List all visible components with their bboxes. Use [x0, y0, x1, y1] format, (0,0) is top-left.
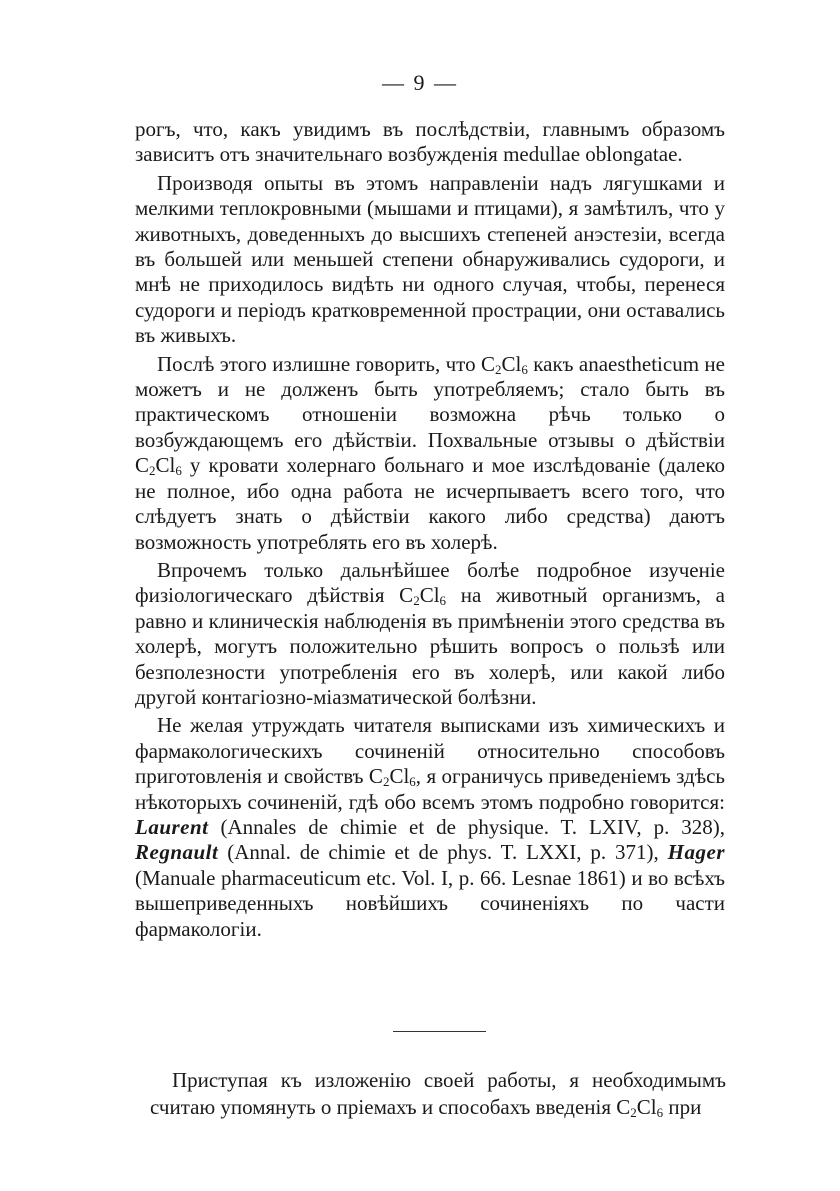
author-laurent: Laurent	[135, 814, 209, 839]
next-section-text	[150, 1067, 726, 1121]
paragraph-2: Производя опыты въ этомъ направленіи надъ лягушками и мелкими теплокровными (мышами и птицами), я замѣтилъ, что у животныхъ, доведенныхъ до высшихъ степеней анэстезіи, всегда въ большей или меньшей степени обнаруживались судороги, и мнѣ не приходилось видѣть ни одного случая, чтобы, перенеся судороги и періодъ кратковременной прострации, они оставались въ живыхъ.	[135, 170, 725, 348]
page-number: — 9 —	[382, 70, 458, 95]
body-text	[135, 117, 725, 945]
paragraph-5: Не желая утруждать читателя выписками изъ химическихъ и фармакологическихъ сочиненій относительно способовъ приготовленія и свойствъ $C_2Cl_6$, я ограничусь приведеніемъ здѣсь нѣкоторыхъ сочиненій, гдѣ обо всемъ этомъ подробно говорится: Laurent (Annales de chimie et de physique. T. LXIV, p. 328), Regnault (Annal. de chimie et de phys. T. LXXI, p. 371), Hager (Manuale pharmaceuticum etc. Vol. I, p. 66. Lesnae 1861) и во всѣхъ вышеприведенныхъ новѣйшихъ сочиненіяхъ по части фармакологіи.	[135, 713, 726, 941]
paragraph-6: Приступая къ изложенію своей работы, я необходимымъ считаю упомянуть о пріемахъ и способахъ введенія $C_2Cl_6$ при	[150, 1068, 726, 1120]
author-regnault: Regnault	[135, 840, 219, 865]
paragraph-4: Впрочемъ только дальнѣйшее болѣе подробное изученіе физіологическаго дѣйствія $C_2Cl_6$ на животный организмъ, а равно и клиническія наблюденія въ примѣненіи этого средства въ холерѣ, могутъ положительно рѣшить вопросъ о пользѣ или безполезности употребленія его въ холерѣ, или какой либо другой контагіозно-міазматической болѣзни.	[135, 557, 725, 709]
author-hager: Hager	[667, 840, 725, 865]
paragraph-3: Послѣ этого излишне говорить, что $C_2Cl_6$ какъ anaestheticum не можетъ и не долженъ быть употребляемъ; стало быть въ практическомъ отношеніи возможна рѣчь только о возбуждающемъ его дѣйствіи. Похвальные отзывы о дѣйствіи $C_2Cl_6$ у кровати холернаго больнаго и мое изслѣдованіе (далеко не полное, ибо одна работа не исчерпываетъ всего того, что слѣдуетъ знать о дѣйствіи какого либо средства) даютъ возможность употреблять его въ холерѣ.	[135, 351, 725, 554]
section-divider	[393, 1031, 486, 1032]
paragraph-1: рогъ, что, какъ увидимъ въ послѣдствіи, главнымъ образомъ зависитъ отъ значительнаго возбужденія medullae oblongatae.	[135, 117, 725, 167]
